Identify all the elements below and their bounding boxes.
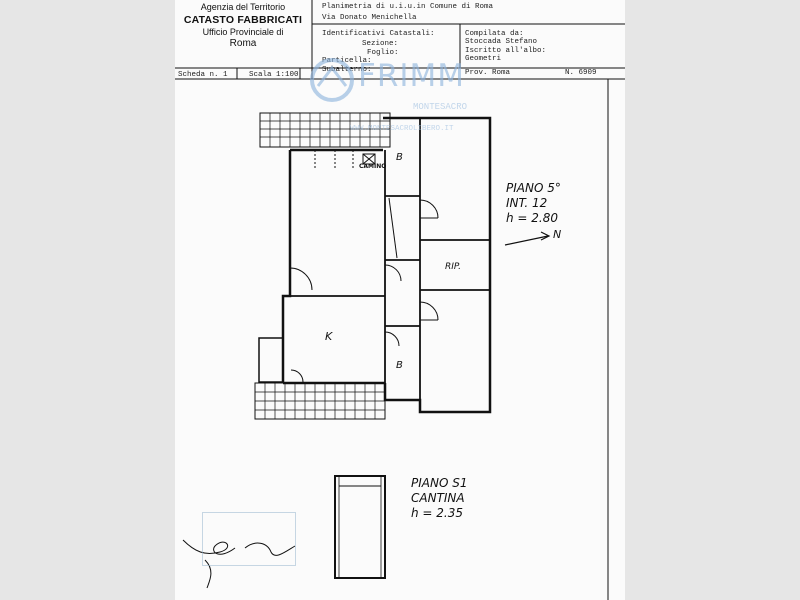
floor-label: PIANO 5°: [506, 181, 561, 195]
scheda-label: Scheda n. 1: [178, 71, 228, 79]
particella-label: Particella:: [322, 57, 372, 65]
frimm-watermark: [300, 56, 500, 133]
room-b-lower: B: [396, 360, 403, 371]
camino-label: CAMINO: [359, 163, 387, 170]
professional-stamp: [202, 512, 296, 566]
foglio-label: Foglio:: [367, 49, 399, 57]
province-code: Prov. Roma: [465, 69, 511, 77]
scale-label: Scala 1:100: [249, 71, 299, 79]
agency-name: Agenzia del Territorio: [200, 2, 286, 12]
planimetria-text: Planimetria di u.i.u.in Comune di Roma: [322, 3, 494, 11]
document-number: N. 6909: [565, 69, 597, 77]
frimm-sub: MONTESACRO: [413, 102, 468, 112]
right-margin: [625, 0, 800, 600]
north-label: N: [553, 228, 562, 241]
room-b-upper: B: [396, 152, 403, 163]
compilata-name: Stoccada Stefano: [465, 38, 538, 46]
identificativi-label: Identificativi Catastali:: [322, 30, 435, 38]
address-text: Via Donato Menichella: [322, 14, 417, 22]
ufficio-label: Ufficio Provinciale di: [202, 27, 284, 37]
cellar-floor-label: PIANO S1: [411, 476, 468, 490]
sezione-label: Sezione:: [362, 40, 399, 48]
room-rip: RIP.: [445, 262, 461, 272]
frimm-site: WWW.MONTESACROLIBERO.IT: [350, 125, 454, 133]
cellar-type-label: CANTINA: [411, 491, 465, 505]
province-name: Roma: [229, 38, 257, 49]
interior-label: INT. 12: [506, 196, 548, 210]
iscritto-label: Iscritto all'albo:: [465, 47, 547, 55]
catasto-title: CATASTO FABBRICATI: [183, 14, 303, 26]
frimm-logo-text: FRIMM: [358, 58, 466, 94]
iscritto-value: Geometri: [465, 55, 502, 63]
frimm-logo-icon: [304, 56, 364, 102]
subalterno-label: Subalterno:: [322, 66, 372, 74]
compilata-label: Compilata da:: [465, 30, 524, 38]
floor-plan-sheet: [175, 0, 625, 600]
height-label: h = 2.80: [506, 211, 559, 225]
cellar-height-label: h = 2.35: [411, 506, 464, 520]
left-margin: [0, 0, 175, 600]
room-k: K: [325, 330, 333, 343]
